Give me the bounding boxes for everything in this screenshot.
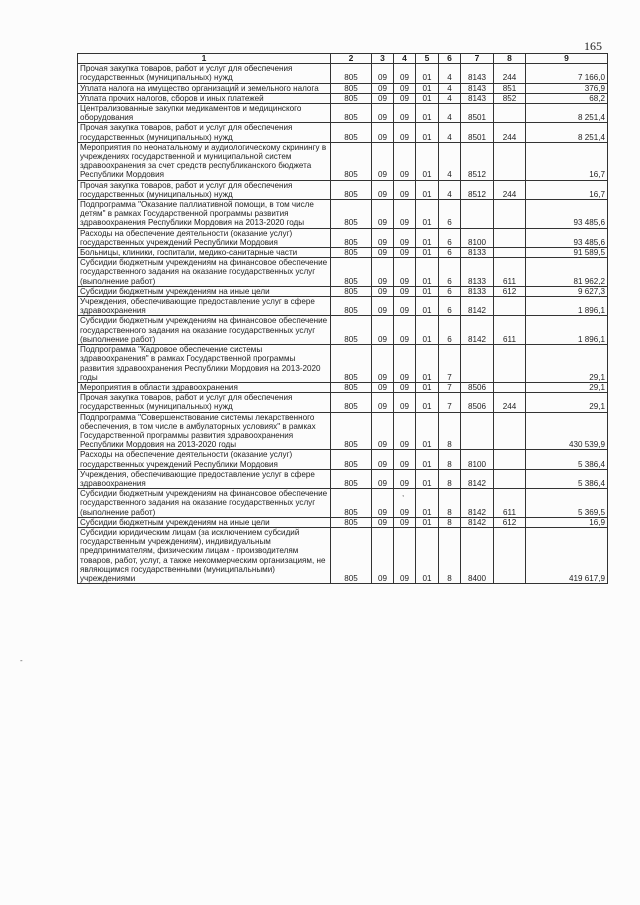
code-cell-2: 805 xyxy=(331,297,372,316)
code-cell-3: 09 xyxy=(372,316,394,345)
budget-table xyxy=(77,53,608,584)
amount-cell: 8 251,4 xyxy=(526,104,608,123)
code-cell-5: 01 xyxy=(416,517,439,527)
code-cell-6: 6 xyxy=(439,297,461,316)
code-cell-4: 09 xyxy=(394,297,416,316)
expense-name-cell: Подпрограмма "Кадровое обеспечение системы здравоохранения" в рамках Государственной программы развития здравоохранения Республики Мордовия на 2013-2020 годы xyxy=(78,345,331,383)
amount-cell: 1 896,1 xyxy=(526,316,608,345)
code-cell-4: 09 xyxy=(394,286,416,296)
code-cell-2: 805 xyxy=(331,64,372,83)
code-cell-6: 6 xyxy=(439,286,461,296)
code-cell-4: 09 xyxy=(394,228,416,247)
code-cell-5: 01 xyxy=(416,123,439,142)
expense-name-cell: Расходы на обеспечение деятельности (оказание услуг) государственных учреждений Республики Мордовия xyxy=(78,228,331,247)
table-row xyxy=(78,142,608,180)
code-cell-4: 09 xyxy=(394,93,416,103)
code-cell-2: 805 xyxy=(331,527,372,583)
code-cell-3: 09 xyxy=(372,228,394,247)
code-cell-8: 851 xyxy=(494,83,526,93)
code-cell-2: 805 xyxy=(331,393,372,412)
code-cell-3: 09 xyxy=(372,200,394,229)
code-cell-7: 8133 xyxy=(461,258,494,287)
amount-cell: 376,9 xyxy=(526,83,608,93)
code-cell-8 xyxy=(494,248,526,258)
code-cell-5: 01 xyxy=(416,93,439,103)
table-row xyxy=(78,93,608,103)
table-row xyxy=(78,297,608,316)
code-cell-7: 8142 xyxy=(461,517,494,527)
table-row xyxy=(78,64,608,83)
code-cell-6: 4 xyxy=(439,64,461,83)
code-cell-2: 805 xyxy=(331,93,372,103)
table-row xyxy=(78,527,608,583)
table-body xyxy=(78,64,608,584)
code-cell-3: 09 xyxy=(372,412,394,450)
table-row xyxy=(78,412,608,450)
expense-name-cell: Прочая закупка товаров, работ и услуг для обеспечения государственных (муниципальных) нужд xyxy=(78,393,331,412)
code-cell-6: 8 xyxy=(439,517,461,527)
expense-name-cell: Централизованные закупки медикаментов и медицинского оборудования xyxy=(78,104,331,123)
code-cell-3: 09 xyxy=(372,393,394,412)
code-cell-5: 01 xyxy=(416,142,439,180)
code-cell-6: 4 xyxy=(439,180,461,199)
code-cell-4: 09 xyxy=(394,142,416,180)
code-cell-3: 09 xyxy=(372,489,394,518)
expense-name-cell: Учреждения, обеспечивающие предоставление услуг в сфере здравоохранения xyxy=(78,297,331,316)
code-cell-2: 805 xyxy=(331,382,372,392)
code-cell-3: 09 xyxy=(372,64,394,83)
code-cell-6: 7 xyxy=(439,382,461,392)
expense-name-cell: Мероприятия в области здравоохранения xyxy=(78,382,331,392)
margin-dash: , xyxy=(402,489,405,498)
column-header-9: 9 xyxy=(526,54,608,64)
code-cell-8 xyxy=(494,382,526,392)
code-cell-2: 805 xyxy=(331,200,372,229)
column-header-7: 7 xyxy=(461,54,494,64)
expense-name-cell: Субсидии юридическим лицам (за исключением субсидий государственным учреждениям), индивидуальным предпринимателям, физическим лицам - производителям товаров, работ, услуг, а также некоммерческим организациям, не являющимся государственными (муниципальными) учреждениями xyxy=(78,527,331,583)
expense-name-cell: Учреждения, обеспечивающие предоставление услуг в сфере здравоохранения xyxy=(78,469,331,488)
code-cell-5: 01 xyxy=(416,228,439,247)
table-row xyxy=(78,104,608,123)
expense-name-cell: Субсидии бюджетным учреждениям на финансовое обеспечение государственного задания на оказание государственных услуг (выполнение работ) xyxy=(78,316,331,345)
code-cell-7: 8506 xyxy=(461,393,494,412)
code-cell-7: 8501 xyxy=(461,104,494,123)
code-cell-6: 4 xyxy=(439,104,461,123)
code-cell-4: 09 xyxy=(394,450,416,469)
code-cell-6: 8 xyxy=(439,489,461,518)
expense-name-cell: Уплата налога на имущество организаций и земельного налога xyxy=(78,83,331,93)
table-row xyxy=(78,228,608,247)
code-cell-8 xyxy=(494,450,526,469)
expense-name-cell: Мероприятия по неонатальному и аудиологическому скринингу в учреждениях государственной и муниципальной систем здравоохранения за счет средств республиканского бюджета Республики Мордовия xyxy=(78,142,331,180)
code-cell-8: 611 xyxy=(494,489,526,518)
code-cell-2: 805 xyxy=(331,123,372,142)
code-cell-8: 852 xyxy=(494,93,526,103)
code-cell-5: 01 xyxy=(416,450,439,469)
code-cell-4: 09 xyxy=(394,517,416,527)
code-cell-8: 244 xyxy=(494,64,526,83)
code-cell-6: 4 xyxy=(439,123,461,142)
expense-name-cell: Больницы, клиники, госпитали, медико-санитарные части xyxy=(78,248,331,258)
code-cell-3: 09 xyxy=(372,517,394,527)
code-cell-7: 8142 xyxy=(461,469,494,488)
column-header-4: 4 xyxy=(394,54,416,64)
code-cell-6: 8 xyxy=(439,412,461,450)
code-cell-7: 8100 xyxy=(461,228,494,247)
code-cell-4: 09 xyxy=(394,104,416,123)
code-cell-6: 6 xyxy=(439,200,461,229)
table-row xyxy=(78,248,608,258)
amount-cell: 5 386,4 xyxy=(526,450,608,469)
code-cell-5: 01 xyxy=(416,64,439,83)
table-row xyxy=(78,286,608,296)
code-cell-3: 09 xyxy=(372,258,394,287)
code-cell-6: 8 xyxy=(439,450,461,469)
code-cell-6: 6 xyxy=(439,248,461,258)
table-row xyxy=(78,469,608,488)
code-cell-4: 09 xyxy=(394,200,416,229)
page-number: 165 xyxy=(584,39,602,53)
code-cell-2: 805 xyxy=(331,248,372,258)
code-cell-8 xyxy=(494,104,526,123)
code-cell-5: 01 xyxy=(416,393,439,412)
table-row xyxy=(78,450,608,469)
code-cell-7: 8100 xyxy=(461,450,494,469)
code-cell-5: 01 xyxy=(416,180,439,199)
code-cell-4: 09 xyxy=(394,248,416,258)
table-row xyxy=(78,382,608,392)
code-cell-3: 09 xyxy=(372,527,394,583)
code-cell-6: 8 xyxy=(439,469,461,488)
code-cell-8: 244 xyxy=(494,393,526,412)
code-cell-8 xyxy=(494,200,526,229)
code-cell-4: 09 xyxy=(394,64,416,83)
column-header-2: 2 xyxy=(331,54,372,64)
code-cell-3: 09 xyxy=(372,450,394,469)
expense-name-cell: Субсидии бюджетным учреждениям на финансовое обеспечение государственного задания на оказание государственных услуг (выполнение работ) xyxy=(78,489,331,518)
code-cell-6: 6 xyxy=(439,228,461,247)
code-cell-5: 01 xyxy=(416,469,439,488)
amount-cell: 29,1 xyxy=(526,345,608,383)
code-cell-2: 805 xyxy=(331,489,372,518)
table-row xyxy=(78,258,608,287)
code-cell-4: 09 xyxy=(394,316,416,345)
code-cell-8 xyxy=(494,469,526,488)
amount-cell: 16,7 xyxy=(526,142,608,180)
code-cell-8: 611 xyxy=(494,258,526,287)
code-cell-8 xyxy=(494,142,526,180)
code-cell-2: 805 xyxy=(331,142,372,180)
code-cell-8 xyxy=(494,527,526,583)
amount-cell: 430 539,9 xyxy=(526,412,608,450)
code-cell-7: 8143 xyxy=(461,93,494,103)
code-cell-7: 8512 xyxy=(461,180,494,199)
column-header-6: 6 xyxy=(439,54,461,64)
expense-name-cell: Прочая закупка товаров, работ и услуг для обеспечения государственных (муниципальных) нужд xyxy=(78,180,331,199)
code-cell-2: 805 xyxy=(331,316,372,345)
amount-cell: 29,1 xyxy=(526,393,608,412)
expense-name-cell: Прочая закупка товаров, работ и услуг для обеспечения государственных (муниципальных) нужд xyxy=(78,64,331,83)
code-cell-7: 8143 xyxy=(461,64,494,83)
code-cell-4: 09 xyxy=(394,469,416,488)
code-cell-6: 4 xyxy=(439,93,461,103)
code-cell-7: 8133 xyxy=(461,286,494,296)
amount-cell: 68,2 xyxy=(526,93,608,103)
code-cell-4: 09 xyxy=(394,180,416,199)
code-cell-6: 6 xyxy=(439,258,461,287)
code-cell-2: 805 xyxy=(331,450,372,469)
code-cell-7: 8501 xyxy=(461,123,494,142)
code-cell-3: 09 xyxy=(372,142,394,180)
code-cell-3: 09 xyxy=(372,382,394,392)
code-cell-3: 09 xyxy=(372,345,394,383)
amount-cell: 93 485,6 xyxy=(526,200,608,229)
table-row xyxy=(78,489,608,518)
code-cell-5: 01 xyxy=(416,489,439,518)
code-cell-4: 09 xyxy=(394,527,416,583)
expense-name-cell: Субсидии бюджетным учреждениям на финансовое обеспечение государственного задания на оказание государственных услуг (выполнение работ) xyxy=(78,258,331,287)
code-cell-7: 8143 xyxy=(461,83,494,93)
code-cell-2: 805 xyxy=(331,180,372,199)
margin-dash: - xyxy=(20,656,23,665)
code-cell-7: 8142 xyxy=(461,297,494,316)
code-cell-4: 09 xyxy=(394,412,416,450)
code-cell-7: 8142 xyxy=(461,489,494,518)
code-cell-6: 6 xyxy=(439,316,461,345)
column-header-3: 3 xyxy=(372,54,394,64)
amount-cell: 419 617,9 xyxy=(526,527,608,583)
table-row xyxy=(78,180,608,199)
code-cell-2: 805 xyxy=(331,228,372,247)
code-cell-2: 805 xyxy=(331,345,372,383)
code-cell-7 xyxy=(461,200,494,229)
code-cell-3: 09 xyxy=(372,104,394,123)
table-row xyxy=(78,345,608,383)
amount-cell: 16,9 xyxy=(526,517,608,527)
amount-cell: 93 485,6 xyxy=(526,228,608,247)
code-cell-5: 01 xyxy=(416,104,439,123)
code-cell-2: 805 xyxy=(331,258,372,287)
code-cell-7 xyxy=(461,412,494,450)
code-cell-4: 09 xyxy=(394,382,416,392)
code-cell-5: 01 xyxy=(416,316,439,345)
code-cell-7: 8133 xyxy=(461,248,494,258)
code-cell-3: 09 xyxy=(372,83,394,93)
expense-name-cell: Прочая закупка товаров, работ и услуг для обеспечения государственных (муниципальных) нужд xyxy=(78,123,331,142)
code-cell-5: 01 xyxy=(416,297,439,316)
amount-cell: 8 251,4 xyxy=(526,123,608,142)
code-cell-8 xyxy=(494,412,526,450)
code-cell-2: 805 xyxy=(331,517,372,527)
code-cell-8: 244 xyxy=(494,180,526,199)
table-row xyxy=(78,123,608,142)
code-cell-4: 09 xyxy=(394,345,416,383)
code-cell-8 xyxy=(494,345,526,383)
code-cell-2: 805 xyxy=(331,469,372,488)
table-row xyxy=(78,316,608,345)
code-cell-3: 09 xyxy=(372,93,394,103)
code-cell-5: 01 xyxy=(416,527,439,583)
code-cell-6: 7 xyxy=(439,345,461,383)
expense-name-cell: Подпрограмма "Оказание паллиативной помощи, в том числе детям" в рамках Государственной программы развития здравоохранения Республики Мордовия на 2013-2020 годы xyxy=(78,200,331,229)
amount-cell: 16,7 xyxy=(526,180,608,199)
table-header-row xyxy=(78,54,608,64)
column-header-5: 5 xyxy=(416,54,439,64)
amount-cell: 5 386,4 xyxy=(526,469,608,488)
code-cell-2: 805 xyxy=(331,83,372,93)
amount-cell: 5 369,5 xyxy=(526,489,608,518)
expense-name-cell: Подпрограмма "Совершенствование системы лекарственного обеспечения, в том числе в амбулаторных условиях" в рамках Государственной программы развития здравоохранения Республики Мордовия на 2013-2020 годы xyxy=(78,412,331,450)
code-cell-4: 09 xyxy=(394,83,416,93)
amount-cell: 29,1 xyxy=(526,382,608,392)
code-cell-4: 09 xyxy=(394,123,416,142)
code-cell-3: 09 xyxy=(372,180,394,199)
code-cell-5: 01 xyxy=(416,345,439,383)
code-cell-8: 612 xyxy=(494,517,526,527)
expense-name-cell: Субсидии бюджетным учреждениям на иные цели xyxy=(78,517,331,527)
code-cell-5: 01 xyxy=(416,412,439,450)
code-cell-6: 7 xyxy=(439,393,461,412)
code-cell-6: 4 xyxy=(439,142,461,180)
code-cell-8 xyxy=(494,228,526,247)
expense-name-cell: Расходы на обеспечение деятельности (оказание услуг) государственных учреждений Республики Мордовия xyxy=(78,450,331,469)
code-cell-6: 4 xyxy=(439,83,461,93)
code-cell-3: 09 xyxy=(372,123,394,142)
code-cell-8: 611 xyxy=(494,316,526,345)
code-cell-7: 8400 xyxy=(461,527,494,583)
code-cell-5: 01 xyxy=(416,258,439,287)
code-cell-7 xyxy=(461,345,494,383)
code-cell-8: 244 xyxy=(494,123,526,142)
code-cell-5: 01 xyxy=(416,248,439,258)
amount-cell: 9 627,3 xyxy=(526,286,608,296)
code-cell-7: 8142 xyxy=(461,316,494,345)
code-cell-4: 09 xyxy=(394,258,416,287)
code-cell-3: 09 xyxy=(372,248,394,258)
amount-cell: 1 896,1 xyxy=(526,297,608,316)
code-cell-5: 01 xyxy=(416,286,439,296)
amount-cell: 81 962,2 xyxy=(526,258,608,287)
table-row xyxy=(78,393,608,412)
code-cell-4: 09 xyxy=(394,489,416,518)
code-cell-3: 09 xyxy=(372,297,394,316)
column-header-1: 1 xyxy=(78,54,331,64)
table-row xyxy=(78,200,608,229)
code-cell-2: 805 xyxy=(331,286,372,296)
code-cell-2: 805 xyxy=(331,104,372,123)
code-cell-7: 8512 xyxy=(461,142,494,180)
expense-name-cell: Уплата прочих налогов, сборов и иных платежей xyxy=(78,93,331,103)
amount-cell: 91 589,5 xyxy=(526,248,608,258)
code-cell-8: 612 xyxy=(494,286,526,296)
code-cell-5: 01 xyxy=(416,200,439,229)
code-cell-8 xyxy=(494,297,526,316)
code-cell-7: 8506 xyxy=(461,382,494,392)
table-row xyxy=(78,83,608,93)
code-cell-3: 09 xyxy=(372,469,394,488)
code-cell-6: 8 xyxy=(439,527,461,583)
code-cell-2: 805 xyxy=(331,412,372,450)
column-header-8: 8 xyxy=(494,54,526,64)
table-row xyxy=(78,517,608,527)
code-cell-3: 09 xyxy=(372,286,394,296)
amount-cell: 7 166,0 xyxy=(526,64,608,83)
code-cell-4: 09 xyxy=(394,393,416,412)
code-cell-5: 01 xyxy=(416,382,439,392)
code-cell-5: 01 xyxy=(416,83,439,93)
expense-name-cell: Субсидии бюджетным учреждениям на иные цели xyxy=(78,286,331,296)
